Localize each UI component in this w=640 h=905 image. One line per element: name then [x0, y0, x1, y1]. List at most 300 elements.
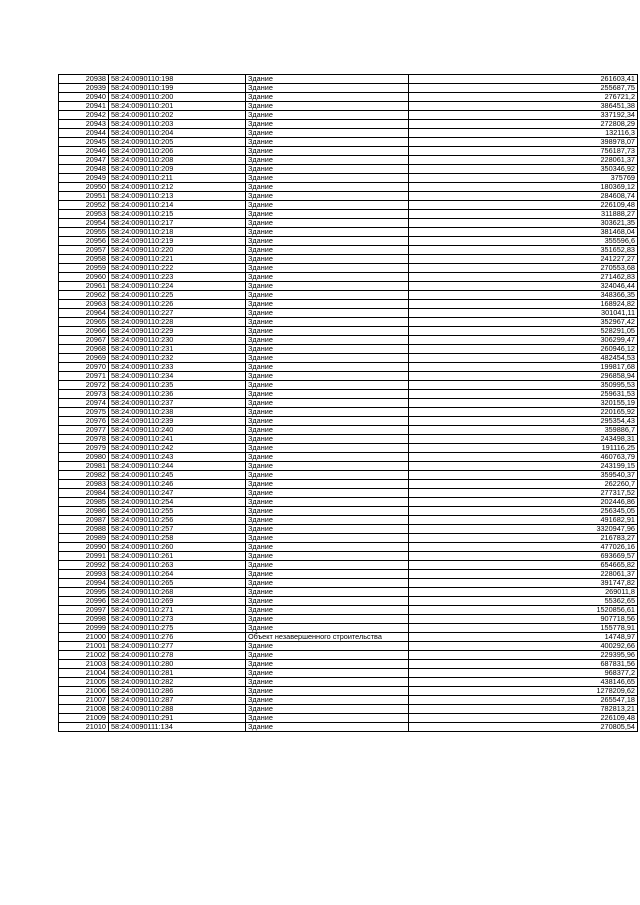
row-number: 20939	[59, 84, 109, 93]
row-number: 20956	[59, 237, 109, 246]
cadastral-number: 58:24:0090110:206	[109, 147, 246, 156]
cadastral-value: 220165,92	[409, 408, 638, 417]
object-type: Здание	[246, 282, 409, 291]
table-row	[59, 165, 638, 174]
object-type: Здание	[246, 210, 409, 219]
cadastral-value: 782813,21	[409, 705, 638, 714]
row-number: 20983	[59, 480, 109, 489]
table-row	[59, 309, 638, 318]
table-row	[59, 75, 638, 84]
cadastral-number: 58:24:0090110:288	[109, 705, 246, 714]
cadastral-value: 350995,53	[409, 381, 638, 390]
object-type: Здание	[246, 534, 409, 543]
cadastral-value: 271462,83	[409, 273, 638, 282]
cadastral-number: 58:24:0090110:254	[109, 498, 246, 507]
cadastral-number: 58:24:0090110:200	[109, 93, 246, 102]
cadastral-value: 241227,27	[409, 255, 638, 264]
object-type: Здание	[246, 624, 409, 633]
table-row	[59, 516, 638, 525]
table-row	[59, 651, 638, 660]
cadastral-number: 58:24:0090110:268	[109, 588, 246, 597]
cadastral-value: 528291,05	[409, 327, 638, 336]
cadastral-number: 58:24:0090110:236	[109, 390, 246, 399]
table-row	[59, 120, 638, 129]
cadastral-number: 58:24:0090110:277	[109, 642, 246, 651]
table-row	[59, 561, 638, 570]
object-type: Здание	[246, 480, 409, 489]
cadastral-value: 907718,56	[409, 615, 638, 624]
cadastral-value: 243199,15	[409, 462, 638, 471]
cadastral-value: 320155,19	[409, 399, 638, 408]
cadastral-number: 58:24:0090110:240	[109, 426, 246, 435]
cadastral-number: 58:24:0090110:231	[109, 345, 246, 354]
cadastral-value: 381468,04	[409, 228, 638, 237]
cadastral-number: 58:24:0090110:230	[109, 336, 246, 345]
table-row	[59, 525, 638, 534]
table-row	[59, 624, 638, 633]
cadastral-number: 58:24:0090110:201	[109, 102, 246, 111]
object-type: Здание	[246, 300, 409, 309]
table-row	[59, 219, 638, 228]
row-number: 20999	[59, 624, 109, 633]
object-type: Здание	[246, 453, 409, 462]
table-row	[59, 84, 638, 93]
row-number: 20964	[59, 309, 109, 318]
row-number: 20943	[59, 120, 109, 129]
object-type: Здание	[246, 120, 409, 129]
object-type: Здание	[246, 381, 409, 390]
table-row	[59, 156, 638, 165]
table-row	[59, 453, 638, 462]
cadastral-value: 355596,6	[409, 237, 638, 246]
cadastral-value: 226109,48	[409, 714, 638, 723]
table-row	[59, 300, 638, 309]
cadastral-number: 58:24:0090110:287	[109, 696, 246, 705]
object-type: Здание	[246, 687, 409, 696]
object-type: Здание	[246, 705, 409, 714]
cadastral-value: 265547,18	[409, 696, 638, 705]
object-type: Здание	[246, 552, 409, 561]
table-row	[59, 543, 638, 552]
object-type: Здание	[246, 390, 409, 399]
object-type: Здание	[246, 426, 409, 435]
cadastral-value: 270805,54	[409, 723, 638, 732]
table-row	[59, 192, 638, 201]
object-type: Здание	[246, 678, 409, 687]
object-type: Здание	[246, 138, 409, 147]
object-type: Здание	[246, 714, 409, 723]
row-number: 21005	[59, 678, 109, 687]
cadastral-value: 295354,43	[409, 417, 638, 426]
table-row	[59, 327, 638, 336]
cadastral-value: 303621,35	[409, 219, 638, 228]
row-number: 21002	[59, 651, 109, 660]
cadastral-value: 1520856,61	[409, 606, 638, 615]
row-number: 20977	[59, 426, 109, 435]
object-type: Здание	[246, 363, 409, 372]
object-type: Здание	[246, 102, 409, 111]
cadastral-number: 58:24:0090110:291	[109, 714, 246, 723]
table-row	[59, 615, 638, 624]
cadastral-number: 58:24:0090110:263	[109, 561, 246, 570]
table-row	[59, 390, 638, 399]
cadastral-value: 180369,12	[409, 183, 638, 192]
row-number: 20944	[59, 129, 109, 138]
cadastral-value: 687831,56	[409, 660, 638, 669]
cadastral-number: 58:24:0090110:278	[109, 651, 246, 660]
table-row	[59, 246, 638, 255]
cadastral-number: 58:24:0090110:222	[109, 264, 246, 273]
cadastral-value: 216783,27	[409, 534, 638, 543]
row-number: 20969	[59, 354, 109, 363]
table-row	[59, 426, 638, 435]
object-type: Здание	[246, 93, 409, 102]
row-number: 20950	[59, 183, 109, 192]
table-row	[59, 291, 638, 300]
table-row	[59, 399, 638, 408]
cadastral-number: 58:24:0090110:221	[109, 255, 246, 264]
object-type: Здание	[246, 255, 409, 264]
row-number: 20993	[59, 570, 109, 579]
cadastral-value: 968377,2	[409, 669, 638, 678]
cadastral-value: 228061,37	[409, 570, 638, 579]
row-number: 20974	[59, 399, 109, 408]
table-row	[59, 210, 638, 219]
object-type: Здание	[246, 165, 409, 174]
cadastral-number: 58:24:0090110:260	[109, 543, 246, 552]
cadastral-number: 58:24:0090110:257	[109, 525, 246, 534]
table-row	[59, 696, 638, 705]
cadastral-value: 351652,83	[409, 246, 638, 255]
cadastral-number: 58:24:0090110:233	[109, 363, 246, 372]
row-number: 20952	[59, 201, 109, 210]
cadastral-value: 654665,82	[409, 561, 638, 570]
table-row	[59, 372, 638, 381]
row-number: 20955	[59, 228, 109, 237]
row-number: 20954	[59, 219, 109, 228]
cadastral-number: 58:24:0090110:226	[109, 300, 246, 309]
cadastral-number: 58:24:0090110:282	[109, 678, 246, 687]
cadastral-value: 756187,73	[409, 147, 638, 156]
cadastral-value: 359540,37	[409, 471, 638, 480]
object-type: Объект незавершенного строительства	[246, 633, 409, 642]
table-row	[59, 435, 638, 444]
row-number: 20947	[59, 156, 109, 165]
cadastral-number: 58:24:0090110:271	[109, 606, 246, 615]
cadastral-value: 400292,66	[409, 642, 638, 651]
row-number: 20945	[59, 138, 109, 147]
cadastral-number: 58:24:0090110:225	[109, 291, 246, 300]
cadastral-number: 58:24:0090110:203	[109, 120, 246, 129]
row-number: 20970	[59, 363, 109, 372]
cadastral-value: 14748,97	[409, 633, 638, 642]
cadastral-number: 58:24:0090110:239	[109, 417, 246, 426]
object-type: Здание	[246, 147, 409, 156]
cadastral-number: 58:24:0090110:229	[109, 327, 246, 336]
table-row	[59, 588, 638, 597]
object-type: Здание	[246, 444, 409, 453]
cadastral-value: 226109,48	[409, 201, 638, 210]
table-row	[59, 183, 638, 192]
row-number: 20962	[59, 291, 109, 300]
object-type: Здание	[246, 696, 409, 705]
row-number: 20971	[59, 372, 109, 381]
cadastral-value: 324046,44	[409, 282, 638, 291]
table-row	[59, 507, 638, 516]
object-type: Здание	[246, 264, 409, 273]
cadastral-number: 58:24:0090110:258	[109, 534, 246, 543]
table-row	[59, 129, 638, 138]
object-type: Здание	[246, 516, 409, 525]
cadastral-number: 58:24:0090110:202	[109, 111, 246, 120]
cadastral-value: 311888,27	[409, 210, 638, 219]
object-type: Здание	[246, 84, 409, 93]
row-number: 20991	[59, 552, 109, 561]
row-number: 20985	[59, 498, 109, 507]
row-number: 20997	[59, 606, 109, 615]
object-type: Здание	[246, 507, 409, 516]
cadastral-value: 348366,35	[409, 291, 638, 300]
object-type: Здание	[246, 111, 409, 120]
object-type: Здание	[246, 219, 409, 228]
cadastral-number: 58:24:0090110:211	[109, 174, 246, 183]
object-type: Здание	[246, 354, 409, 363]
row-number: 20966	[59, 327, 109, 336]
row-number: 21000	[59, 633, 109, 642]
cadastral-value: 491682,91	[409, 516, 638, 525]
table-row	[59, 354, 638, 363]
row-number: 20982	[59, 471, 109, 480]
table-row	[59, 363, 638, 372]
cadastral-value: 277317,52	[409, 489, 638, 498]
row-number: 20973	[59, 390, 109, 399]
row-number: 20990	[59, 543, 109, 552]
table-row	[59, 228, 638, 237]
cadastral-value: 199817,68	[409, 363, 638, 372]
table-row	[59, 714, 638, 723]
cadastral-value: 270553,68	[409, 264, 638, 273]
object-type: Здание	[246, 561, 409, 570]
object-type: Здание	[246, 174, 409, 183]
table-row	[59, 201, 638, 210]
object-type: Здание	[246, 615, 409, 624]
object-type: Здание	[246, 723, 409, 732]
cadastral-number: 58:24:0090110:286	[109, 687, 246, 696]
table-row	[59, 273, 638, 282]
object-type: Здание	[246, 192, 409, 201]
cadastral-number: 58:24:0090110:243	[109, 453, 246, 462]
cadastral-value: 477026,16	[409, 543, 638, 552]
table-row	[59, 102, 638, 111]
cadastral-value: 693669,57	[409, 552, 638, 561]
table-row	[59, 282, 638, 291]
cadastral-number: 58:24:0090110:198	[109, 75, 246, 84]
cadastral-value: 386451,38	[409, 102, 638, 111]
cadastral-number: 58:24:0090110:245	[109, 471, 246, 480]
table-row	[59, 669, 638, 678]
row-number: 20975	[59, 408, 109, 417]
row-number: 21007	[59, 696, 109, 705]
cadastral-number: 58:24:0090110:280	[109, 660, 246, 669]
cadastral-value: 260946,12	[409, 345, 638, 354]
cadastral-value: 256345,05	[409, 507, 638, 516]
cadastral-value: 359886,7	[409, 426, 638, 435]
cadastral-number: 58:24:0090110:214	[109, 201, 246, 210]
row-number: 20989	[59, 534, 109, 543]
row-number: 20988	[59, 525, 109, 534]
cadastral-number: 58:24:0090110:213	[109, 192, 246, 201]
cadastral-value: 202446,86	[409, 498, 638, 507]
table-row	[59, 138, 638, 147]
cadastral-value: 3320947,96	[409, 525, 638, 534]
cadastral-value: 259631,53	[409, 390, 638, 399]
cadastral-number: 58:24:0090110:269	[109, 597, 246, 606]
cadastral-value: 375769	[409, 174, 638, 183]
object-type: Здание	[246, 183, 409, 192]
table-row	[59, 660, 638, 669]
cadastral-value: 191116,25	[409, 444, 638, 453]
table-row	[59, 597, 638, 606]
row-number: 21009	[59, 714, 109, 723]
table-row	[59, 534, 638, 543]
cadastral-number: 58:24:0090110:264	[109, 570, 246, 579]
cadastral-value: 261603,41	[409, 75, 638, 84]
object-type: Здание	[246, 669, 409, 678]
cadastral-number: 58:24:0090110:241	[109, 435, 246, 444]
object-type: Здание	[246, 435, 409, 444]
row-number: 20976	[59, 417, 109, 426]
table-row	[59, 345, 638, 354]
row-number: 20992	[59, 561, 109, 570]
object-type: Здание	[246, 462, 409, 471]
cadastral-number: 58:24:0090110:224	[109, 282, 246, 291]
table-row	[59, 174, 638, 183]
cadastral-number: 58:24:0090110:238	[109, 408, 246, 417]
object-type: Здание	[246, 651, 409, 660]
row-number: 20984	[59, 489, 109, 498]
row-number: 20941	[59, 102, 109, 111]
row-number: 20986	[59, 507, 109, 516]
row-number: 20959	[59, 264, 109, 273]
table-row	[59, 552, 638, 561]
row-number: 20979	[59, 444, 109, 453]
cadastral-value: 438146,65	[409, 678, 638, 687]
row-number: 21010	[59, 723, 109, 732]
cadastral-number: 58:24:0090110:244	[109, 462, 246, 471]
cadastral-number: 58:24:0090110:276	[109, 633, 246, 642]
object-type: Здание	[246, 372, 409, 381]
object-type: Здание	[246, 309, 409, 318]
table-row	[59, 498, 638, 507]
cadastral-value: 262260,7	[409, 480, 638, 489]
row-number: 21003	[59, 660, 109, 669]
cadastral-value: 132116,3	[409, 129, 638, 138]
row-number: 20961	[59, 282, 109, 291]
table-row	[59, 264, 638, 273]
cadastral-number: 58:24:0090110:256	[109, 516, 246, 525]
object-type: Здание	[246, 417, 409, 426]
cadastral-number: 58:24:0090110:273	[109, 615, 246, 624]
table-row	[59, 579, 638, 588]
table-row	[59, 723, 638, 732]
object-type: Здание	[246, 597, 409, 606]
cadastral-value: 350346,92	[409, 165, 638, 174]
object-type: Здание	[246, 588, 409, 597]
cadastral-number: 58:24:0090110:265	[109, 579, 246, 588]
cadastral-number: 58:24:0090110:246	[109, 480, 246, 489]
object-type: Здание	[246, 498, 409, 507]
row-number: 20949	[59, 174, 109, 183]
table-row	[59, 147, 638, 156]
cadastral-value: 306299,47	[409, 336, 638, 345]
object-type: Здание	[246, 408, 409, 417]
table-row	[59, 570, 638, 579]
cadastral-value: 1278209,62	[409, 687, 638, 696]
object-type: Здание	[246, 156, 409, 165]
table-row	[59, 93, 638, 102]
object-type: Здание	[246, 579, 409, 588]
cadastral-number: 58:24:0090110:205	[109, 138, 246, 147]
cadastral-table	[58, 74, 638, 732]
object-type: Здание	[246, 75, 409, 84]
cadastral-value: 337192,34	[409, 111, 638, 120]
row-number: 20951	[59, 192, 109, 201]
cadastral-number: 58:24:0090110:204	[109, 129, 246, 138]
table-row	[59, 408, 638, 417]
table-row	[59, 255, 638, 264]
cadastral-number: 58:24:0090110:247	[109, 489, 246, 498]
row-number: 20958	[59, 255, 109, 264]
object-type: Здание	[246, 525, 409, 534]
object-type: Здание	[246, 399, 409, 408]
table-row	[59, 336, 638, 345]
row-number: 20953	[59, 210, 109, 219]
cadastral-value: 255687,75	[409, 84, 638, 93]
row-number: 20995	[59, 588, 109, 597]
object-type: Здание	[246, 318, 409, 327]
object-type: Здание	[246, 471, 409, 480]
cadastral-value: 482454,53	[409, 354, 638, 363]
cadastral-value: 391747,82	[409, 579, 638, 588]
table-row	[59, 489, 638, 498]
cadastral-value: 284608,74	[409, 192, 638, 201]
cadastral-table-body	[59, 75, 638, 732]
cadastral-number: 58:24:0090110:234	[109, 372, 246, 381]
row-number: 20996	[59, 597, 109, 606]
cadastral-value: 228061,37	[409, 156, 638, 165]
row-number: 21004	[59, 669, 109, 678]
cadastral-value: 296858,94	[409, 372, 638, 381]
table-row	[59, 237, 638, 246]
object-type: Здание	[246, 345, 409, 354]
row-number: 20998	[59, 615, 109, 624]
object-type: Здание	[246, 273, 409, 282]
cadastral-value: 460763,79	[409, 453, 638, 462]
table-row	[59, 642, 638, 651]
cadastral-number: 58:24:0090110:228	[109, 318, 246, 327]
row-number: 20960	[59, 273, 109, 282]
table-row	[59, 687, 638, 696]
row-number: 20994	[59, 579, 109, 588]
cadastral-value: 229395,96	[409, 651, 638, 660]
cadastral-number: 58:24:0090110:235	[109, 381, 246, 390]
table-row	[59, 444, 638, 453]
object-type: Здание	[246, 129, 409, 138]
cadastral-number: 58:24:0090110:223	[109, 273, 246, 282]
cadastral-value: 269011,8	[409, 588, 638, 597]
cadastral-value: 398978,07	[409, 138, 638, 147]
row-number: 20948	[59, 165, 109, 174]
